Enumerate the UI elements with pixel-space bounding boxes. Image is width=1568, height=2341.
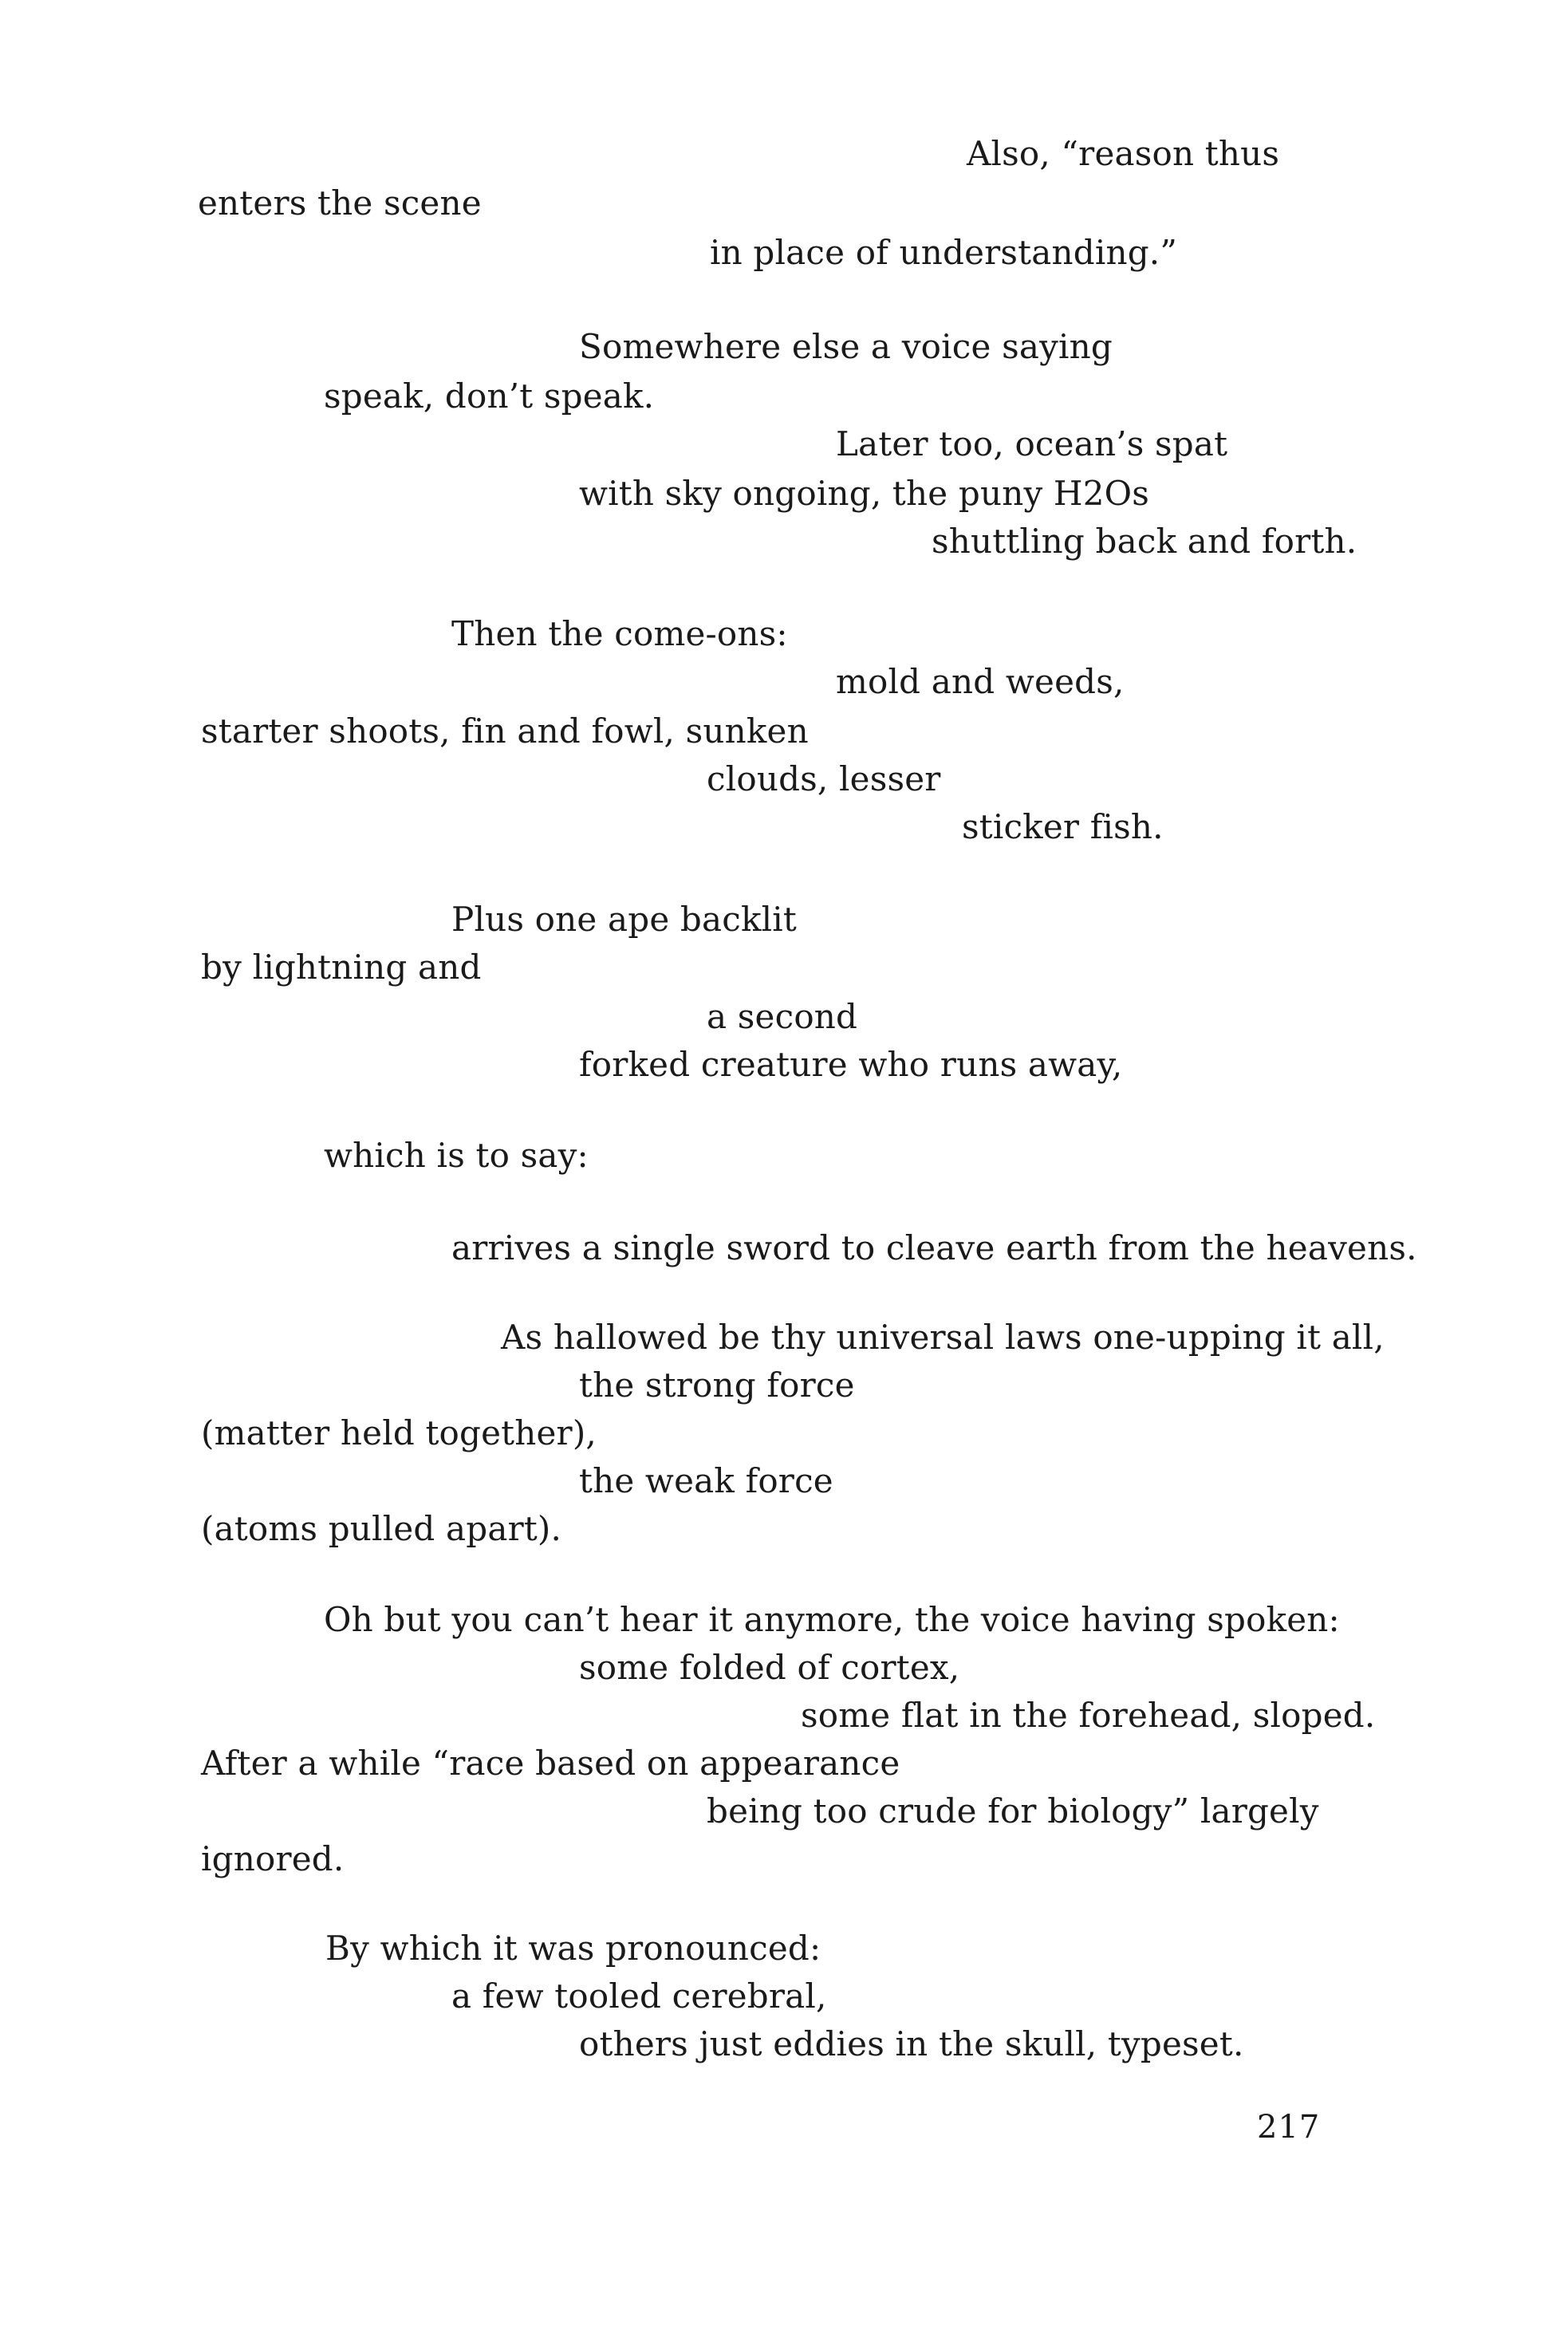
poem-line: which is to say: — [324, 1136, 589, 1175]
poem-line: being too crude for biology” largely — [707, 1791, 1319, 1831]
poem-line: by lightning and — [201, 948, 482, 987]
poem-line: starter shoots, fin and fowl, sunken — [201, 711, 809, 751]
poem-line: a few tooled cerebral, — [451, 1976, 827, 2016]
poem-line: Then the come-ons: — [451, 614, 788, 653]
poem-line: mold and weeds, — [836, 662, 1125, 701]
poem-line: the weak force — [579, 1461, 833, 1500]
poem-line: By which it was pronounced: — [325, 1929, 821, 1968]
poem-line: sticker fish. — [962, 807, 1164, 846]
poem-line: shuttling back and forth. — [932, 522, 1357, 561]
poem-line: a second — [707, 997, 858, 1036]
poem-line: Somewhere else a voice saying — [579, 327, 1113, 366]
page-number: 217 — [1257, 2109, 1321, 2146]
poem-line: some flat in the forehead, sloped. — [801, 1696, 1376, 1735]
poem-line: the strong force — [579, 1366, 855, 1405]
poem-line: (atoms pulled apart). — [201, 1509, 562, 1548]
poem-line: (matter held together), — [201, 1413, 597, 1452]
poem-line: As hallowed be thy universal laws one-upping it all, — [501, 1318, 1385, 1357]
poem-line: clouds, lesser — [707, 759, 941, 798]
poem-line: Later too, ocean’s spat — [836, 424, 1228, 463]
poem-line: Plus one ape backlit — [451, 900, 797, 939]
poem-line: Oh but you can’t hear it anymore, the voice having spoken: — [324, 1600, 1340, 1639]
poem-line: in place of understanding.” — [710, 233, 1178, 272]
poem-line: arrives a single sword to cleave earth from the heavens. — [451, 1228, 1417, 1267]
poem-line: ignored. — [201, 1839, 345, 1878]
poem-line: speak, don’t speak. — [324, 376, 655, 416]
poem-line: some folded of cortex, — [579, 1648, 960, 1687]
poem-line: others just eddies in the skull, typeset. — [579, 2024, 1244, 2063]
poem-line: After a while “race based on appearance — [201, 1744, 900, 1783]
poem-line: Also, “reason thus — [967, 134, 1280, 173]
poem-line: enters the scene — [198, 183, 482, 223]
poem-line: with sky ongoing, the puny H2Os — [579, 474, 1150, 513]
poem-line: forked creature who runs away, — [579, 1045, 1123, 1084]
